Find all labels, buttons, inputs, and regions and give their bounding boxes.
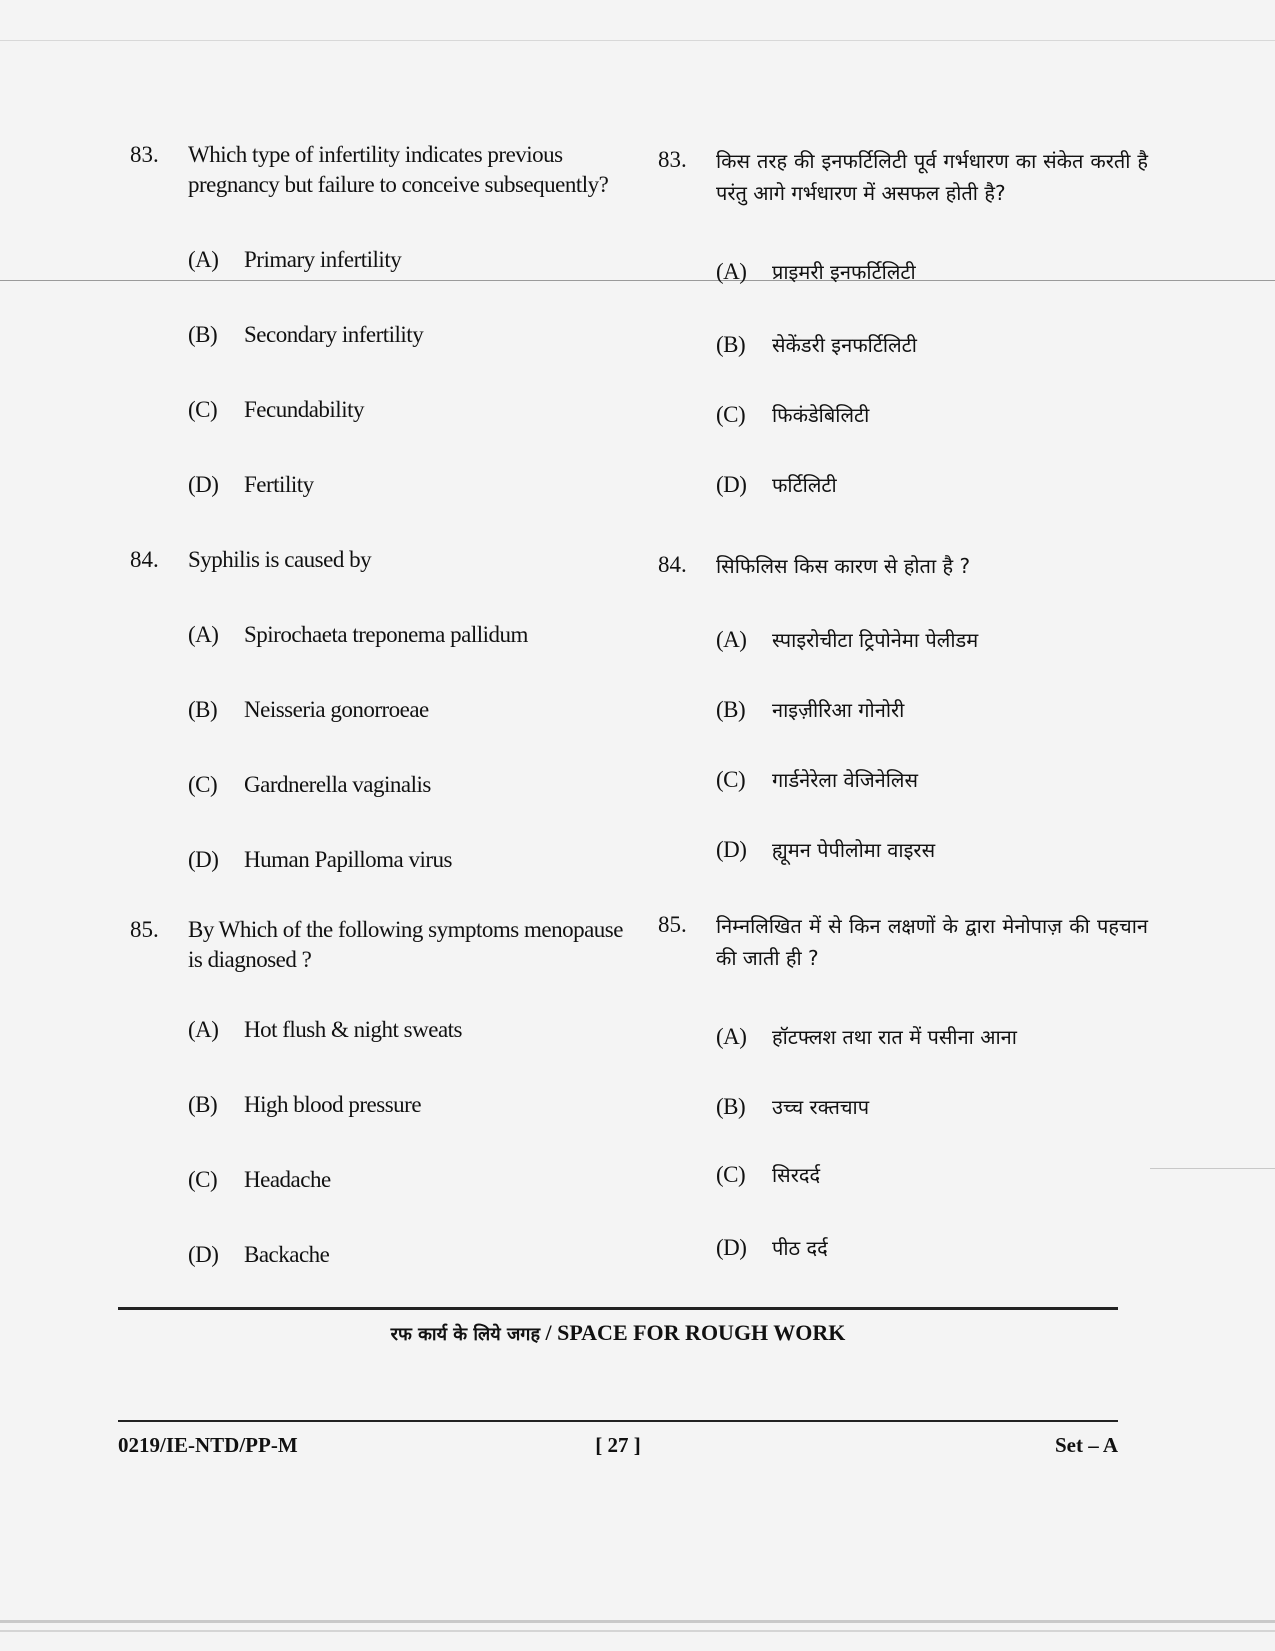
question-text: By Which of the following symptoms menopause is diagnosed ? — [188, 917, 623, 972]
option-b: (B) Neisseria gonorroeae — [188, 697, 429, 722]
question-text: किस तरह की इनफर्टिलिटी पूर्व गर्भधारण का संकेत करती है परंतु आगे गर्भधारण में असफल होती है? — [716, 149, 1148, 205]
question-number: 84. — [130, 547, 159, 572]
option-a: (A) प्राइमरी इनफर्टिलिटी — [716, 259, 916, 284]
question-number: 83. — [658, 147, 687, 172]
scan-line — [0, 280, 1275, 281]
footer-rule — [118, 1420, 1118, 1422]
question-83-hi — [658, 145, 1148, 497]
question-84-hi — [658, 550, 1148, 862]
option-d: (D) Human Papilloma virus — [188, 847, 452, 872]
scan-line — [0, 1630, 1275, 1632]
option-b: (B) नाइज़ीरिआ गोनोरी — [716, 697, 905, 722]
page-number: [ 27 ] — [595, 1433, 641, 1457]
question-text: Which type of infertility indicates previous pregnancy but failure to conceive subsequently? — [188, 142, 609, 197]
option-c: (C) सिरदर्द — [716, 1162, 821, 1187]
question-85-hi — [658, 910, 1148, 1260]
rough-work-heading: रफ कार्य के लिये जगह / SPACE FOR ROUGH WORK — [390, 1320, 846, 1345]
option-a: (A) Primary infertility — [188, 247, 402, 272]
question-number: 83. — [130, 142, 159, 167]
option-d: (D) पीठ दर्द — [716, 1235, 828, 1260]
question-number: 84. — [658, 552, 687, 577]
option-d: (D) ह्यूमन पेपीलोमा वाइरस — [716, 837, 936, 862]
option-c: (C) गार्डनेरेला वेजिनेलिस — [716, 767, 919, 792]
question-83-en — [130, 140, 630, 497]
question-text: सिफिलिस किस कारण से होता है ? — [716, 554, 971, 578]
option-a: (A) Hot flush & night sweats — [188, 1017, 462, 1042]
scan-line — [1150, 1168, 1275, 1169]
option-a: (A) Spirochaeta treponema pallidum — [188, 622, 528, 647]
option-b: (B) उच्च रक्तचाप — [716, 1094, 870, 1119]
option-d: (D) Fertility — [188, 472, 314, 497]
rough-work-rule — [118, 1307, 1118, 1310]
option-c: (C) Fecundability — [188, 397, 364, 422]
option-b: (B) सेकेंडरी इनफर्टिलिटी — [716, 332, 917, 357]
option-c: (C) फिकंडेबिलिटी — [716, 402, 870, 427]
option-c: (C) Gardnerella vaginalis — [188, 772, 431, 797]
question-85-en — [130, 915, 630, 1267]
option-d: (D) Backache — [188, 1242, 330, 1267]
question-text: Syphilis is caused by — [188, 547, 372, 572]
question-number: 85. — [130, 917, 159, 942]
set-label: Set – A — [1055, 1433, 1118, 1457]
option-b: (B) Secondary infertility — [188, 322, 424, 347]
question-number: 85. — [658, 912, 687, 937]
question-84-en — [130, 545, 630, 872]
option-d: (D) फर्टिलिटी — [716, 472, 837, 497]
option-a: (A) स्पाइरोचीटा ट्रिपोनेमा पेलीडम — [716, 627, 979, 652]
paper-code: 0219/IE-NTD/PP-M — [118, 1433, 298, 1457]
option-a: (A) हॉटफ्लश तथा रात में पसीना आना — [716, 1024, 1017, 1049]
scan-line — [0, 1620, 1275, 1623]
option-c: (C) Headache — [188, 1167, 331, 1192]
question-text: निम्नलिखित में से किन लक्षणों के द्वारा मेनोपाज़ की पहचान की जाती ही ? — [716, 914, 1148, 970]
option-b: (B) High blood pressure — [188, 1092, 422, 1117]
scan-line — [0, 40, 1275, 41]
